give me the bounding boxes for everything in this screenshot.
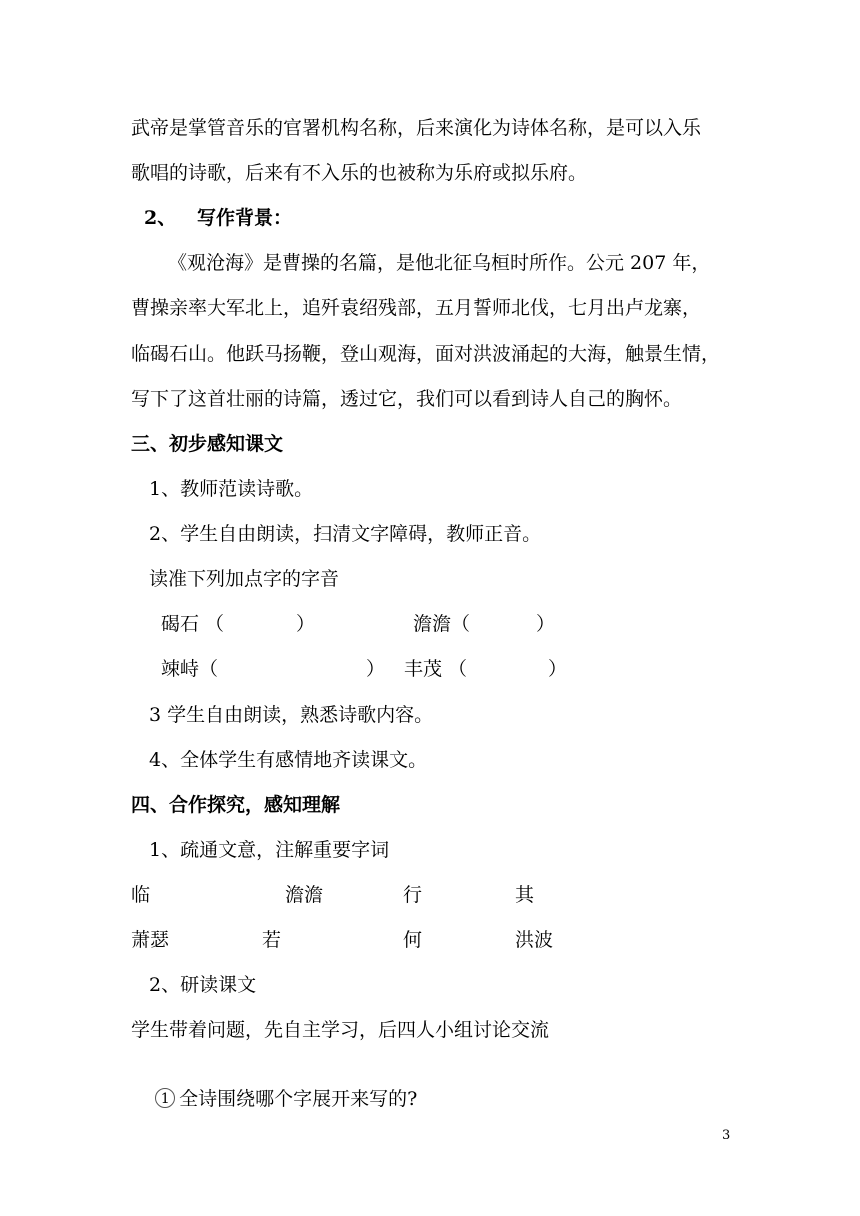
section-3-item-3: 3 学生自由朗读，熟悉诗歌内容。: [149, 704, 434, 726]
vocab-word: 行: [403, 884, 423, 906]
circled-number-marker: 1: [155, 1088, 175, 1108]
pron-word-1-close: ）: [296, 613, 316, 635]
pron-word-4-close: ）: [548, 658, 568, 680]
pron-word-2-close: ）: [536, 613, 556, 635]
question-1: [131, 1063, 417, 1135]
background-number: 2、: [144, 207, 177, 229]
vocab-word: 洪波: [515, 929, 554, 951]
pron-word-1: 碣石 （: [161, 613, 225, 635]
vocab-word: 萧瑟: [131, 929, 170, 951]
pronunciation-title: 读准下列加点字的字音: [149, 568, 340, 590]
section-4-item-1: 1、疏通文意，注解重要字词: [149, 839, 390, 861]
background-line-4: 写下了这首壮丽的诗篇，透过它，我们可以看到诗人自己的胸怀。: [131, 388, 683, 410]
background-line-1: 《观沧海》是曹操的名篇，是他北征乌桓时所作。公元 207 年，: [168, 252, 711, 274]
section-3-item-2: 2、学生自由朗读，扫清文字障碍，教师正音。: [149, 523, 542, 545]
intro-line-1: 武帝是掌管音乐的官署机构名称，后来演化为诗体名称，是可以入乐: [131, 117, 702, 139]
vocab-word: 临: [131, 884, 151, 906]
vocab-word: 若: [262, 929, 282, 951]
question-1-text: 全诗围绕哪个字展开来写的?: [179, 1088, 418, 1110]
page-number: 3: [722, 1128, 731, 1143]
section-3-item-1: 1、教师范读诗歌。: [149, 478, 314, 500]
section-3-heading: 三、初步感知课文: [131, 433, 284, 455]
section-4-item-2: 2、研读课文: [149, 974, 257, 996]
section-4-instruction: 学生带着问题，先自主学习，后四人小组讨论交流: [131, 1019, 550, 1041]
vocab-word: 澹澹: [285, 884, 324, 906]
pron-word-4: 丰茂 （: [404, 658, 468, 680]
vocab-word: 何: [403, 929, 423, 951]
section-4-heading: 四、合作探究，感知理解: [131, 794, 341, 816]
section-3-item-4: 4、全体学生有感情地齐读课文。: [149, 749, 428, 771]
vocab-word: 其: [515, 884, 535, 906]
intro-line-2: 歌唱的诗歌，后来有不入乐的也被称为乐府或拟乐府。: [131, 162, 588, 184]
background-line-2: 曹操亲率大军北上，追歼袁绍残部，五月誓师北伐，七月出卢龙寨，: [131, 297, 702, 319]
pron-word-3-close: ）: [366, 658, 386, 680]
pron-word-3: 竦峙（: [161, 658, 219, 680]
pron-word-2: 澹澹（: [413, 613, 471, 635]
background-line-3: 临碣石山。他跃马扬鞭，登山观海，面对洪波涌起的大海，触景生情，: [131, 343, 721, 365]
background-heading: 写作背景：: [197, 207, 293, 229]
